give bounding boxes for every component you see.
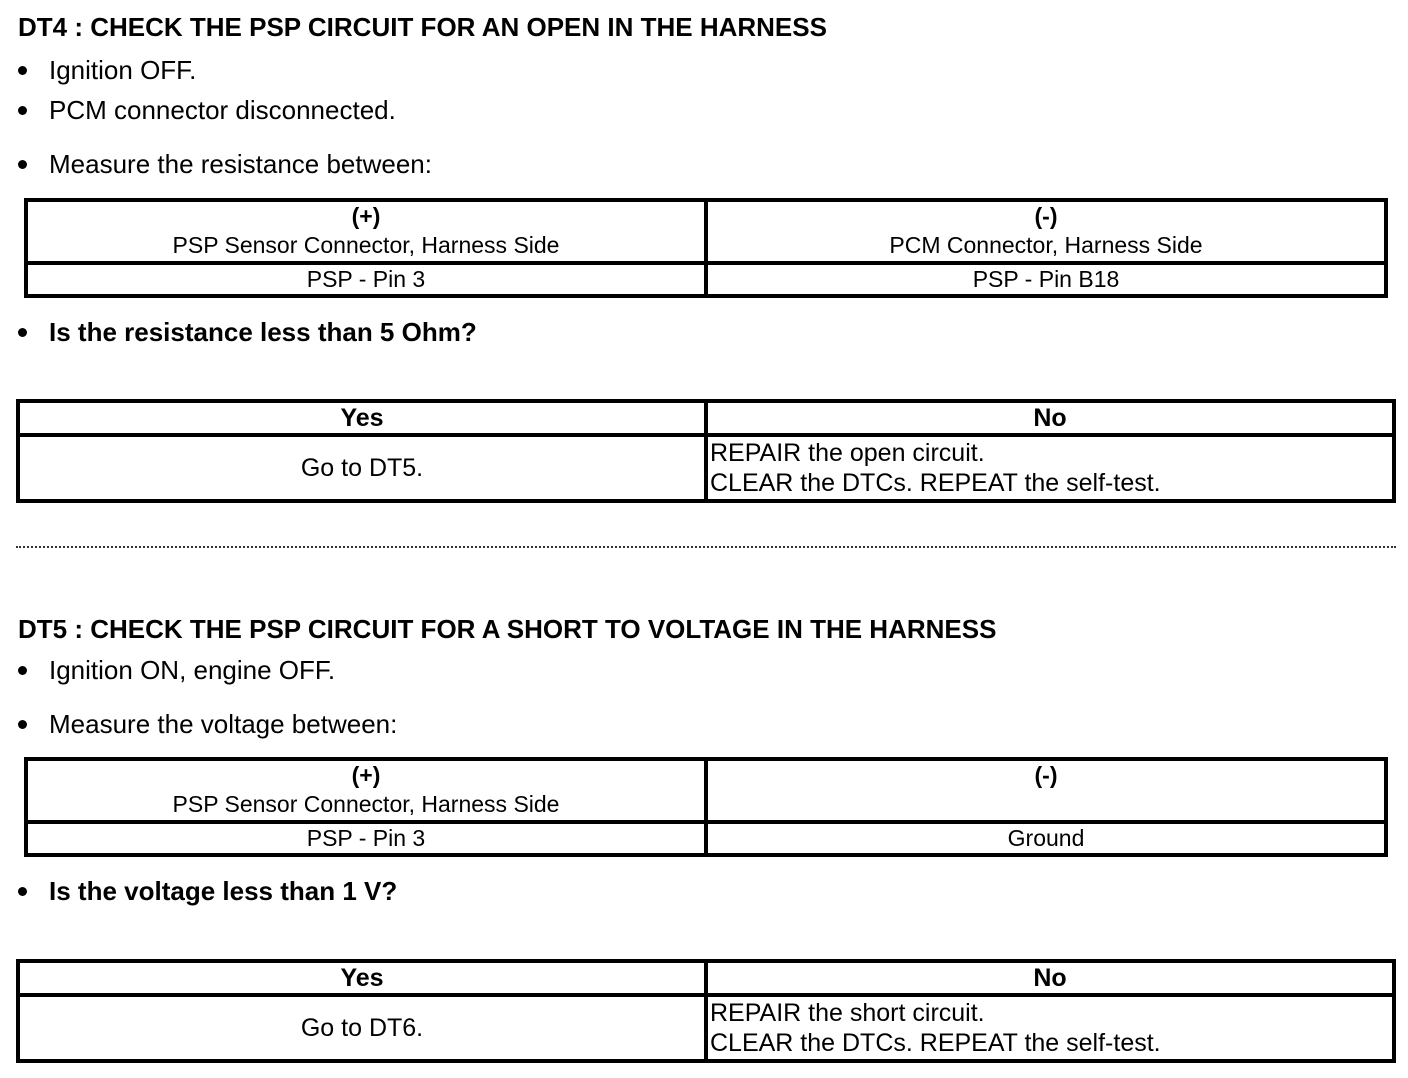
- dt5-no-header: No: [706, 961, 1394, 995]
- dt4-yes-cell: Go to DT5.: [18, 435, 706, 501]
- dt5-no-line2: CLEAR the DTCs. REPEAT the self-test.: [710, 1029, 1161, 1057]
- bullet-icon: [18, 160, 27, 169]
- minus-label: (-): [1034, 203, 1058, 229]
- dt5-plus-header-cell: [26, 759, 706, 822]
- dt5-result-table: [16, 959, 1396, 1063]
- plus-label: (+): [351, 203, 381, 229]
- plus-sub-label: PSP Sensor Connector, Harness Side: [172, 232, 560, 258]
- dt5-bullet-measure: Measure the voltage between:: [18, 709, 397, 739]
- dt4-minus-value: PSP - Pin B18: [706, 263, 1386, 296]
- dt4-yes-header: Yes: [18, 401, 706, 435]
- dt4-bullet-connector: PCM connector disconnected.: [18, 95, 396, 125]
- dt4-bullet-measure: Measure the resistance between:: [18, 149, 432, 179]
- bullet-icon: [18, 106, 27, 115]
- dt4-minus-header-cell: [706, 200, 1386, 263]
- minus-label: (-): [1034, 762, 1058, 788]
- dt4-plus-header-cell: [26, 200, 706, 263]
- dt5-no-line1: REPAIR the short circuit.: [710, 999, 985, 1027]
- dt5-bullet-ignition: Ignition ON, engine OFF.: [18, 655, 335, 685]
- section-divider: [16, 546, 1396, 548]
- dt5-yes-cell: Go to DT6.: [18, 995, 706, 1061]
- dt5-heading: DT5 : CHECK THE PSP CIRCUIT FOR A SHORT TO VOLTAGE IN THE HARNESS: [18, 614, 997, 644]
- bullet-icon: [18, 720, 27, 729]
- bullet-icon: [18, 666, 27, 675]
- dt5-minus-value: Ground: [706, 822, 1386, 855]
- dt4-result-table: [16, 399, 1396, 503]
- plus-label: (+): [351, 762, 381, 788]
- bullet-icon: [18, 328, 27, 337]
- bullet-icon: [18, 887, 27, 896]
- dt4-no-line2: CLEAR the DTCs. REPEAT the self-test.: [710, 469, 1161, 497]
- plus-sub-label: PSP Sensor Connector, Harness Side: [172, 791, 560, 817]
- dt4-no-cell: [706, 435, 1394, 501]
- minus-sub-label: PCM Connector, Harness Side: [889, 232, 1203, 258]
- dt4-no-line1: REPAIR the open circuit.: [710, 439, 985, 467]
- dt4-plus-value: PSP - Pin 3: [26, 263, 706, 296]
- dt4-question: Is the resistance less than 5 Ohm?: [18, 317, 477, 347]
- dt5-question: Is the voltage less than 1 V?: [18, 876, 397, 906]
- dt5-plus-value: PSP - Pin 3: [26, 822, 706, 855]
- dt5-no-cell: [706, 995, 1394, 1061]
- dt4-no-header: No: [706, 401, 1394, 435]
- dt5-minus-header-cell: [706, 759, 1386, 822]
- dt5-measure-table: [24, 757, 1388, 857]
- dt5-yes-header: Yes: [18, 961, 706, 995]
- dt4-heading: DT4 : CHECK THE PSP CIRCUIT FOR AN OPEN IN THE HARNESS: [18, 12, 827, 42]
- dt4-bullet-ignition: Ignition OFF.: [18, 55, 196, 85]
- dt4-measure-table: [24, 198, 1388, 298]
- bullet-icon: [18, 66, 27, 75]
